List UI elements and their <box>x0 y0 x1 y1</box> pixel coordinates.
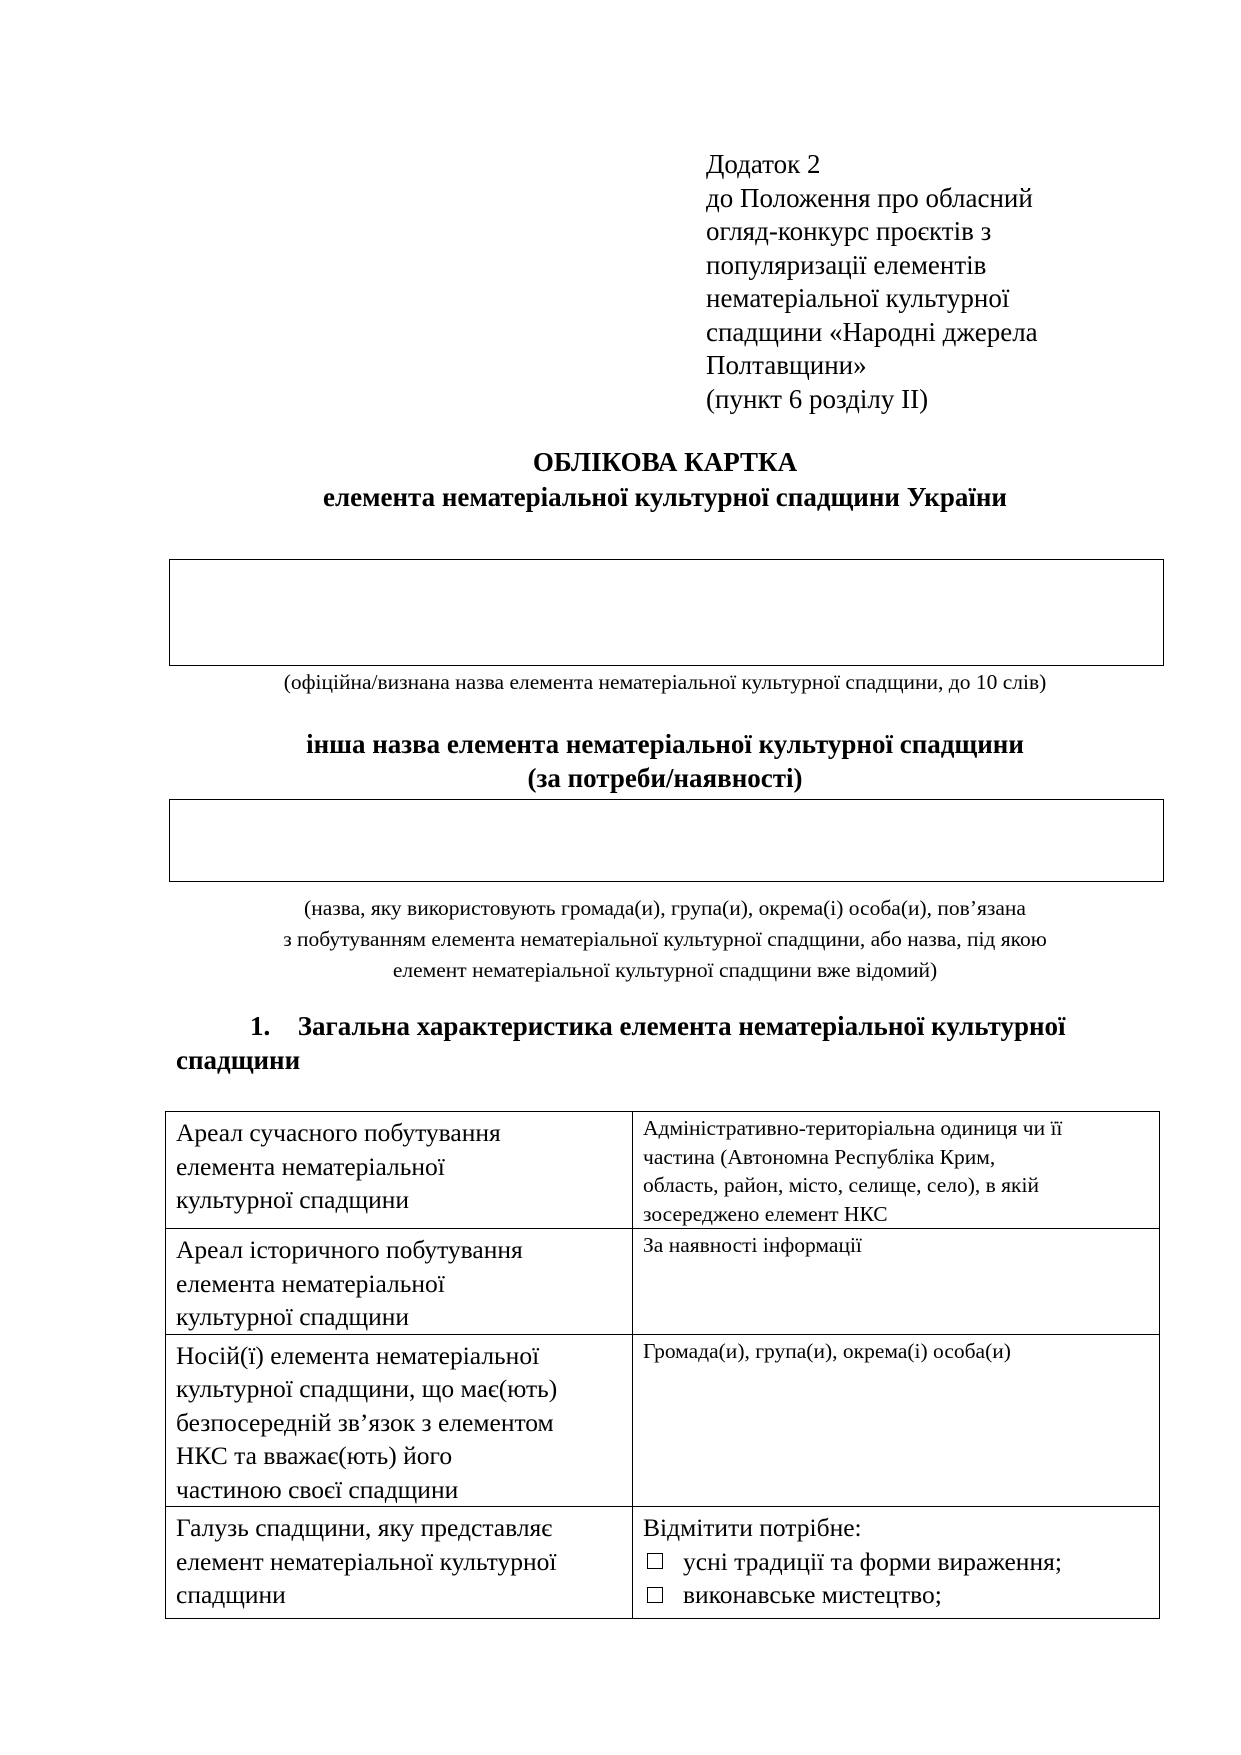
other-name-caption <box>0 893 1241 986</box>
annex-line: популяризації елементів <box>706 249 987 280</box>
caption-line: з побутуванням елемента нематеріальної культурної спадщини, або назва, під якою <box>283 927 1047 951</box>
section-1-heading <box>250 1010 1066 1043</box>
label-line: культурної спадщини, що має(ють) <box>176 1374 558 1403</box>
hint-line: зосереджено елемент НКС <box>643 1201 888 1226</box>
annex-line: огляд-конкурс проєктів з <box>706 216 992 246</box>
hint-line: За наявності інформації <box>643 1233 862 1257</box>
official-name-field[interactable] <box>169 559 1164 666</box>
annex-line: Додаток 2 <box>706 149 821 179</box>
other-name-heading: інша назва елемента нематеріальної культурної спадщини <box>306 729 1024 759</box>
checkbox-icon[interactable] <box>647 1587 663 1603</box>
annex-line: нематеріальної культурної <box>706 283 1010 313</box>
checkbox-icon[interactable] <box>647 1553 663 1569</box>
option-label: усні традиції та форми вираження; <box>683 1546 1062 1576</box>
option-label: виконавське мистецтво; <box>683 1580 942 1609</box>
row-value-cell[interactable] <box>633 1229 1160 1335</box>
caption-line: елемент нематеріальної культурної спадщини вже відомий) <box>392 958 938 982</box>
label-line: Ареал історичного побутування <box>176 1235 523 1264</box>
mark-prompt: Відмітити потрібне: <box>643 1513 862 1542</box>
annex-line: до Положення про обласний <box>706 182 1033 213</box>
option-performing-arts[interactable] <box>643 1578 1149 1612</box>
annex-line: (пункт 6 розділу ІІ) <box>706 383 929 414</box>
row-label <box>166 1334 633 1507</box>
label-line: елемент нематеріальної культурної <box>176 1546 557 1576</box>
label-line: елемента нематеріальної <box>176 1151 445 1181</box>
heritage-domain-cell <box>633 1507 1160 1619</box>
row-label <box>166 1112 633 1229</box>
caption-line: (назва, яку використовують громада(и), група(и), окрема(і) особа(и), пов’язана <box>304 896 1026 920</box>
label-line: спадщини <box>176 1580 286 1609</box>
label-line: елемента нематеріальної <box>176 1268 445 1298</box>
hint-line: Адміністративно-територіальна одиниця чи її <box>643 1116 1063 1140</box>
hint-line: область, район, місто, селище, село), в якій <box>643 1173 1039 1197</box>
row-label <box>166 1229 633 1335</box>
label-line: Ареал сучасного побутування <box>176 1118 501 1147</box>
document-subtitle: елемента нематеріальної культурної спадщини України <box>322 482 1007 512</box>
label-line: культурної спадщини <box>176 1185 410 1214</box>
label-line: НКС та вважає(ють) його <box>176 1441 453 1470</box>
annex-header <box>706 148 1038 416</box>
label-line: Носій(ї) елемента нематеріальної <box>176 1340 540 1370</box>
other-name-field[interactable] <box>169 799 1164 882</box>
table-row <box>166 1334 1160 1507</box>
label-line: Галузь спадщини, яку представляє <box>176 1513 553 1542</box>
label-line: культурної спадщини <box>176 1302 410 1331</box>
table-row <box>166 1229 1160 1335</box>
option-oral-traditions[interactable] <box>643 1545 1149 1579</box>
table-row <box>166 1112 1160 1229</box>
section-number: 1. <box>250 1011 271 1041</box>
document-title: ОБЛІКОВА КАРТКА <box>532 447 798 477</box>
official-name-caption: (офіційна/визнана назва елемента нематеріальної культурної спадщини, до 10 слів) <box>283 670 1047 694</box>
other-name-heading-note: (за потреби/наявності) <box>527 763 803 793</box>
section-1-heading-cont: спадщини <box>176 1045 301 1075</box>
row-label <box>166 1507 633 1619</box>
label-line: безпосередній зв’язок з елементом <box>176 1407 554 1437</box>
label-line: частиною своєї спадщини <box>176 1474 459 1504</box>
hint-line: частина (Автономна Республіка Крим, <box>643 1144 996 1169</box>
annex-line: спадщини «Народні джерела <box>706 316 1038 347</box>
section-title: Загальна характеристика елемента нематеріальної культурної <box>297 1011 1066 1041</box>
table-row <box>166 1507 1160 1619</box>
characteristics-table <box>165 1111 1160 1619</box>
hint-line: Громада(и), група(и), окрема(і) особа(и) <box>643 1338 1011 1363</box>
annex-line: Полтавщини» <box>706 350 867 380</box>
row-value-cell[interactable] <box>633 1112 1160 1229</box>
row-value-cell[interactable] <box>633 1334 1160 1507</box>
